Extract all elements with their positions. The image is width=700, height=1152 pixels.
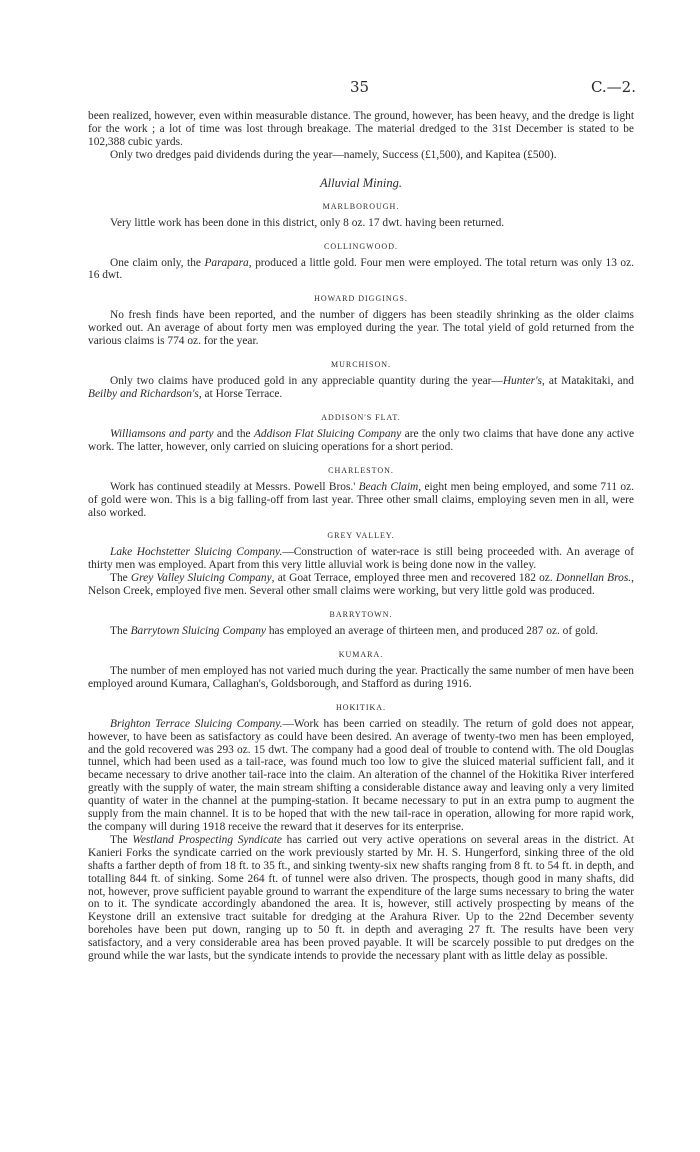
- heading-howard-diggings: HOWARD DIGGINGS.: [314, 294, 408, 304]
- document-body: [88, 110, 634, 963]
- claim-name: Beach Claim: [358, 480, 419, 493]
- paragraph-grey-valley-2: The Grey Valley Sluicing Company, at Goat Terrace, employed three men and recovered 182 oz. Donnellan Bros., Nelson Creek, employed five men. Several other small claims were working, but very little gold was produced.: [88, 572, 634, 598]
- paragraph-collingwood: One claim only, the Parapara, produced a little gold. Four men were employed. The total return was only 13 oz. 16 dwt.: [88, 256, 634, 282]
- paragraph-addisons-flat: Williamsons and party and the Addison Flat Sluicing Company are the only two claims that have done any active work. The latter, however, only carried on sluicing operations for a short period.: [88, 427, 635, 453]
- paragraph-barrytown: The Barrytown Sluicing Company has employed an average of thirteen men, and produced 287 oz. of gold.: [110, 625, 599, 638]
- paragraph-continued: been realized, however, even within measurable distance. The ground, however, has been heavy, and the dredge is light for the work ; a lot of time was lost through breakage. The material dredged to the 31st December is stated to be 102,388 cubic yards.: [88, 110, 634, 148]
- page-number: 35: [350, 78, 370, 96]
- claim-name: Grey Valley Sluicing Company: [130, 572, 272, 585]
- document-reference: C.—2.: [590, 78, 636, 96]
- claim-name: Addison Flat Sluicing Company: [253, 427, 402, 440]
- claim-name: Parapara: [204, 256, 249, 269]
- claim-name: Westland Prospecting Syndicate: [132, 833, 282, 846]
- claim-name: Brighton Terrace Sluicing Company.: [110, 717, 283, 730]
- claim-name: Lake Hochstetter Sluicing Company.: [110, 546, 283, 559]
- paragraph-kumara: The number of men employed has not varied much during the year. Practically the same number of men have been employed around Kumara, Callaghan's, Goldsborough, and Stafford as during 1916.: [88, 664, 634, 690]
- claim-name: Williamsons and party: [110, 427, 214, 440]
- heading-murchison: MURCHISON.: [330, 360, 391, 370]
- heading-collingwood: COLLINGWOOD.: [324, 241, 398, 251]
- heading-marlborough: MARLBOROUGH.: [322, 201, 400, 211]
- paragraph-hokitika-2: The Westland Prospecting Syndicate has carried out very active operations on several areas in the district. At Kanieri Forks the syndicate carried on the work previously started by Mr. H. S. Hungerford, sinking three of the old shafts a farther depth of from 18 ft. to 35 ft., and sinking twenty-six new shafts ranging from 8 ft. to 54 ft. in depth, and totalling 844 ft. of sinking. Some 264 ft. of tunnel were also driven. The prospects, though good in many shafts, did not, however, prove sufficient payable ground to warrant the expenditure of the large sums necessary to bring the water on to it. The syndicate accordingly abandoned the area. It is, however, still actively prospecting by means of the Keystone drill an extensive tract suitable for dredging at the Arahura River. Up to the 22nd December seventy boreholes have been put down, ranging up to 50 ft. in depth and averaging 27 ft. The results have been very satisfactory, and a very considerable area has been proved payable. It will be scarcely possible to put dredges on the ground while the war lasts, but the syndicate intends to provide the necessary plant with as little delay as possible.: [88, 833, 634, 963]
- paragraph-dividends: Only two dredges paid dividends during the year—namely, Success (£1,500), and Kapitea (£500).: [110, 148, 557, 161]
- paragraph-grey-valley-1: Lake Hochstetter Sluicing Company.—Construction of water-race is still being proceeded with. An average of thirty men was employed. Apart from this very little alluvial work is being done now in the valley.: [88, 546, 634, 572]
- paragraph-howard-diggings: No fresh finds have been reported, and the number of diggers has been steadily shrinking as the older claims worked out. An average of about forty men was employed during the year. The total yield of gold returned from the various claims is 774 oz. for the year.: [88, 309, 634, 348]
- section-title-alluvial-mining: Alluvial Mining.: [320, 175, 402, 190]
- heading-hokitika: HOKITIKA.: [335, 702, 387, 712]
- heading-addisons-flat: ADDISON'S FLAT.: [321, 412, 401, 422]
- paragraph-hokitika-1: Brighton Terrace Sluicing Company.—Work has been carried on steadily. The return of gold does not appear, however, to have been as satisfactory as could have been desired. An average of twenty-two men has been employed, and the gold recovered was 293 oz. 15 dwt. The company had a good deal of trouble to contend with. The old Douglas tunnel, which had been used as a tail-race, was found much too low to give the sluiced material sufficient fall, and it became necessary to drive another tail-race into the claim. An alteration of the channel of the Hokitika River interfered greatly with the supply of water, the main stream shifting a considerable distance away and leaving only a very limited quantity of water in the channel at the pumping-station. It became necessary to put in an extra pump to augment the supply from the main channel. It is to be hoped that with the new tail-race in operation, allowing for more rapid work, the company will during 1918 receive the reward that it deserves for its enterprise.: [88, 717, 634, 833]
- heading-barrytown: BARRYTOWN.: [329, 610, 393, 620]
- heading-kumara: KUMARA.: [338, 649, 384, 659]
- heading-grey-valley: GREY VALLEY.: [327, 531, 395, 541]
- heading-charleston: CHARLESTON.: [328, 465, 394, 475]
- claim-name: Barrytown Sluicing Company: [130, 625, 266, 638]
- claim-name: Hunter's: [502, 375, 542, 388]
- page-header: [0, 78, 700, 98]
- paragraph-marlborough: Very little work has been done in this district, only 8 oz. 17 dwt. having been returned.: [110, 216, 505, 229]
- paragraph-charleston: Work has continued steadily at Messrs. Powell Bros.' Beach Claim, eight men being employed, and some 711 oz. of gold were won. This is a big falling-off from last year. Three other small claims, employing seven men in all, were also worked.: [88, 480, 635, 519]
- paragraph-murchison: Only two claims have produced gold in any appreciable quantity during the year—Hunter's, at Matakitaki, and Beilby and Richardson's, at Horse Terrace.: [88, 375, 635, 400]
- claim-name: Donnellan Bros.: [555, 572, 632, 585]
- claim-name: Beilby and Richardson's: [88, 387, 199, 400]
